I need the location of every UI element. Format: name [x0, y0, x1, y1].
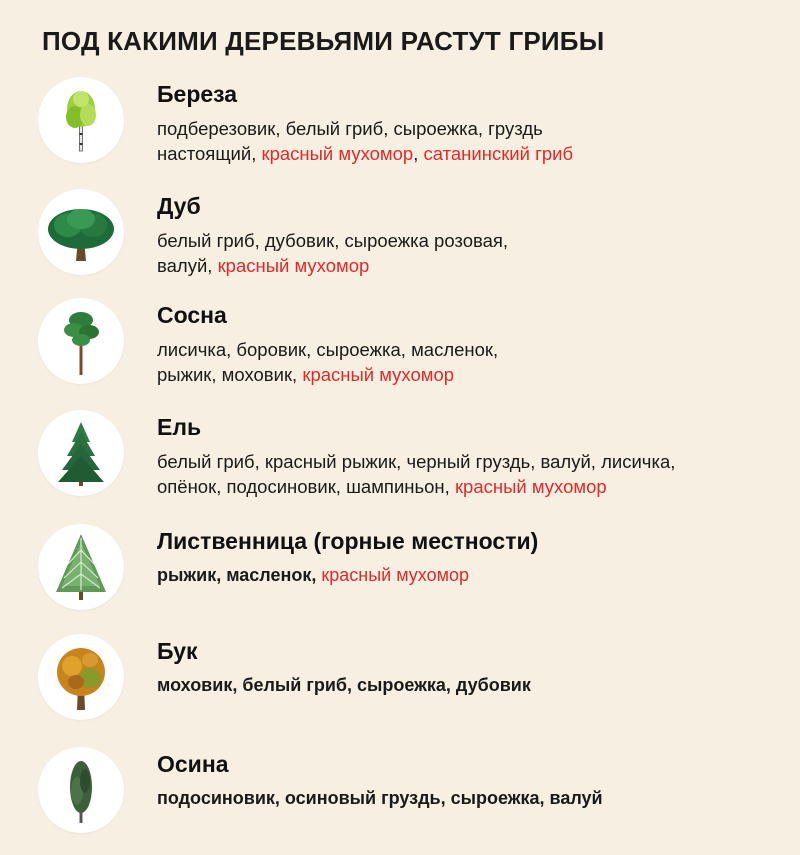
tree-name: Дуб [157, 193, 201, 219]
page-title: ПОД КАКИМИ ДЕРЕВЬЯМИ РАСТУТ ГРИБЫ [42, 26, 605, 56]
mushroom-list: моховик, белый гриб, сыроежка, дубовик [157, 675, 531, 695]
tree-item-spruce [38, 410, 788, 510]
larch-tree-icon [38, 524, 124, 610]
poisonous-mushroom: красный мухомор [217, 255, 370, 276]
tree-item-oak [38, 189, 788, 289]
mushroom-list: белый гриб, дубовик, сыроежка розовая, валуй, красный мухомор [157, 230, 509, 276]
mushroom-list: подосиновик, осиновый груздь, сыроежка, валуй [157, 788, 603, 808]
tree-item-birch [38, 77, 788, 177]
pine-tree-icon [38, 298, 124, 384]
tree-name: Осина [157, 751, 229, 777]
poisonous-mushroom: красный мухомор [302, 364, 455, 385]
poisonous-mushroom: красный мухомор [321, 565, 470, 585]
tree-name: Сосна [157, 302, 227, 328]
mushroom-list: лисичка, боровик, сыроежка, масленок, рыжик, моховик, красный мухомор [157, 339, 499, 385]
tree-name: Ель [157, 414, 202, 440]
tree-name: Лиственница (горные местности) [157, 528, 539, 554]
beech-tree-icon [38, 634, 124, 720]
poisonous-mushroom: красный мухомор [454, 476, 607, 497]
poisonous-mushroom: сатанинский гриб [423, 143, 574, 164]
tree-name: Бук [157, 638, 198, 664]
poisonous-mushroom: красный мухомор [261, 143, 414, 164]
birch-tree-icon [38, 77, 124, 163]
mushroom-list: рыжик, масленок, красный мухомор [157, 565, 470, 585]
tree-name: Береза [157, 81, 238, 107]
tree-item-pine [38, 298, 788, 398]
mushroom-list: белый гриб, красный рыжик, черный груздь, валуй, лисичка, опёнок, подосиновик, шампиньон, красный мухомор [157, 451, 676, 497]
mushroom-list: подберезовик, белый гриб, сыроежка, груздь настоящий, красный мухомор, сатанинский гриб [157, 118, 574, 164]
oak-tree-icon [38, 189, 124, 275]
tree-item-larch [38, 524, 788, 624]
spruce-tree-icon [38, 410, 124, 496]
tree-item-aspen [38, 747, 788, 847]
aspen-tree-icon [38, 747, 124, 833]
tree-item-beech [38, 634, 788, 734]
